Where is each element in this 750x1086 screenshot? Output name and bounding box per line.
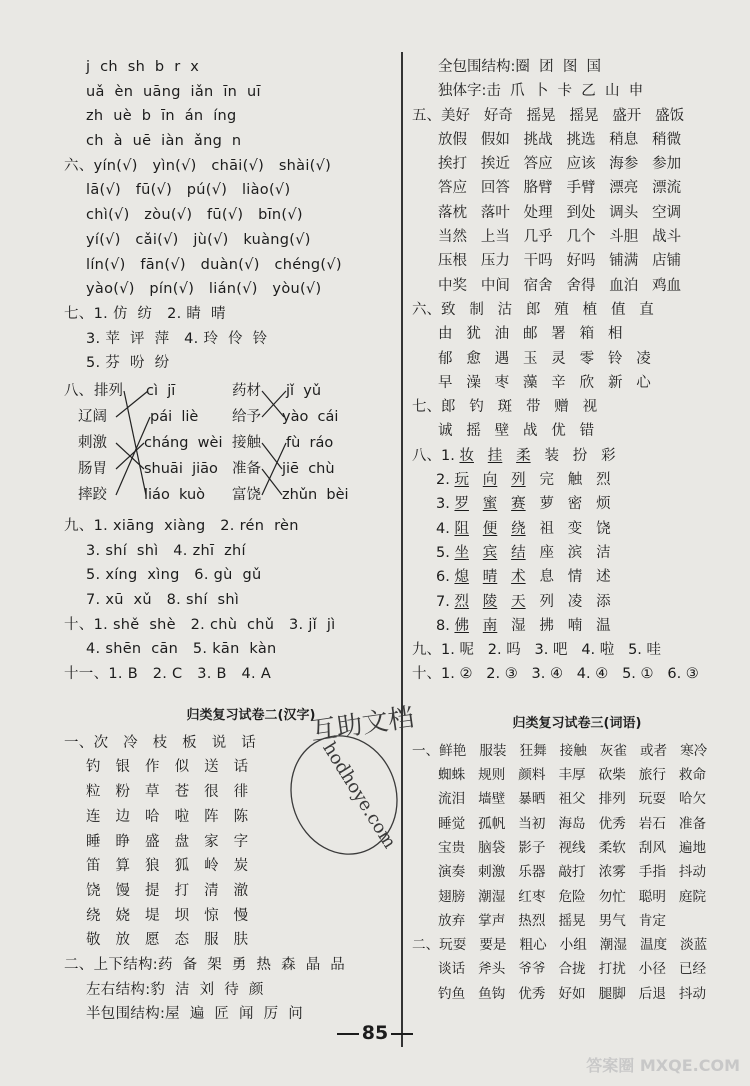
sec6-line-1: 六、致 制 沽 郎 殖 植 值 直: [412, 301, 654, 318]
sec8-row-1: [412, 444, 742, 468]
sec6-line-2: 由 犹 油 邮 署 箱 相: [438, 326, 623, 343]
sec9-line-2: 3. shí shì 4. zhī zhí: [86, 542, 246, 559]
underlined-char: 宾: [482, 544, 498, 561]
test-3-title: 归类复习试卷三(词语): [512, 715, 642, 731]
sec6-line-3: chì(√) zòu(√) fū(√) bīn(√): [86, 207, 303, 224]
underlined-char: 便: [482, 520, 498, 537]
underlined-char: 坐: [454, 544, 469, 561]
sec5-line-6: 当然 上当 几乎 几个 斗胆 战斗: [438, 229, 682, 246]
match-right-word: 给予: [232, 408, 261, 425]
underlined-char: 玩: [454, 472, 469, 489]
sec8-num: 7.: [436, 593, 450, 610]
watermark: 答案圈 MXQE.COM: [586, 1056, 740, 1075]
match-right-pinyin: zhǔn bèi: [282, 486, 349, 503]
match-left-word: 肠胃: [78, 460, 107, 477]
sec8-rest: 列 凌 添: [539, 593, 611, 610]
match-right-pinyin: jiē chù: [282, 460, 335, 477]
match-left-pinyin: liáo kuò: [144, 486, 206, 503]
sec8-row-3: [412, 492, 742, 516]
sec8-num: 4.: [436, 520, 450, 537]
underlined-char: 挂: [487, 447, 503, 464]
words-row-11: 钓鱼 鱼钩 优秀 好如 腿脚 后退 抖动: [438, 985, 707, 1002]
underlined-char: 陵: [482, 593, 498, 610]
right-column: [412, 55, 742, 1006]
sec8-num: 6.: [436, 569, 450, 586]
sec6-line-6: yào(√) pín(√) lián(√) yòu(√): [86, 281, 322, 298]
pinyin-line-1: j ch sh b r x: [86, 59, 200, 75]
sec9-line-4: 7. xū xǔ 8. shí shì: [86, 592, 240, 608]
sec8-row-8: [412, 614, 742, 638]
sec8-num: 5.: [436, 544, 450, 561]
column-divider: [401, 52, 403, 1047]
sec11-line: 十一、1. B 2. C 3. B 4. A: [64, 666, 272, 683]
stamp-text-cn: 互助文档: [308, 702, 416, 747]
sec5-line-5: 落枕 落叶 处理 到处 调头 空调: [438, 204, 682, 221]
sec8-row-2: [412, 468, 742, 492]
sec7-line-1: 七、郎 钓 斑 带 赠 视: [412, 399, 598, 416]
structure-line-3: 半包围结构:屋 遍 匠 闻 厉 问: [86, 1006, 304, 1023]
page-number-dash: [337, 1033, 359, 1035]
grid-row-7: 饶 馒 提 打 清 澈: [86, 882, 249, 899]
match-right-word: 药材: [232, 382, 261, 399]
match-line: [116, 391, 148, 417]
test-2-title: 归类复习试卷二(汉字): [186, 707, 316, 723]
underlined-char: 向: [482, 472, 498, 489]
words-row-1: 一、鲜艳 服装 狂舞 接触 灰雀 或者 寒冷: [412, 742, 708, 759]
sec8-rest: 座 滨 洁: [539, 544, 611, 561]
words-row-6: 演奏 刺激 乐器 敲打 浓雾 手指 抖动: [438, 864, 707, 881]
underlined-char: 佛: [454, 617, 469, 634]
grid-row-6: 笛 算 狼 狐 岭 炭: [86, 858, 249, 875]
match-left-pinyin: shuāi jiāo: [144, 460, 218, 477]
words-row-8: 放弃 掌声 热烈 摇晃 男气 肯定: [438, 912, 666, 929]
underlined-char: 南: [482, 617, 498, 634]
sec5-line-8: 中奖 中间 宿舍 舍得 血泊 鸡血: [438, 277, 682, 294]
structure-line-1: 二、上下结构:药 备 架 勇 热 森 晶 品: [64, 956, 346, 973]
match-right-pinyin: yào cái: [282, 408, 339, 425]
underlined-char: 绕: [511, 520, 526, 537]
match-left-pinyin: cháng wèi: [144, 434, 223, 451]
grid-row-3: 粒 粉 草 苍 很 徘: [86, 784, 249, 801]
sec6-line-4: 早 澡 枣 藻 辛 欣 新 心: [438, 374, 651, 391]
sec6-line-5: lín(√) fān(√) duàn(√) chéng(√): [86, 256, 342, 273]
match-left-word: 辽阔: [78, 408, 107, 425]
section-11: [64, 662, 386, 687]
page-number-dash: [391, 1033, 413, 1035]
match-line: [262, 443, 282, 469]
full-enclosure-line: 全包围结构:圈 团 图 国: [438, 59, 602, 75]
sec7-line-3: 5. 芬 吩 纷: [86, 355, 170, 372]
grid-row-8: 绕 娆 堤 坝 惊 慢: [86, 907, 249, 924]
underlined-char: 阻: [454, 520, 469, 537]
underlined-char: 结: [511, 544, 526, 561]
underlined-char: 柔: [516, 447, 531, 464]
sec6-line-1: 六、yín(√) yìn(√) chāi(√) shài(√): [64, 157, 332, 174]
sec8-rest: 萝 密 烦: [539, 496, 611, 513]
words-row-9: 二、玩耍 要是 粗心 小组 潮湿 温度 淡蓝: [412, 937, 708, 954]
stamp-text-url: hodhoye.com: [318, 738, 401, 853]
match-right-word: 富饶: [232, 486, 261, 503]
sec5-line-4: 答应 回答 胳臂 手臂 漂亮 漂流: [438, 180, 682, 197]
match-right-pinyin: jǐ yǔ: [286, 382, 322, 399]
sec5-line-3: 挨打 挨近 答应 应该 海参 参加: [438, 156, 682, 173]
sec9-line-3: 5. xíng xìng 6. gù gǔ: [86, 567, 262, 584]
underlined-char: 术: [511, 569, 526, 586]
section-8-matching: [64, 378, 386, 510]
sec8-row-6: [412, 565, 742, 589]
underlined-char: 蜜: [482, 496, 498, 513]
sec8-num: 3.: [436, 496, 450, 513]
words-row-7: 翅膀 潮湿 红枣 危险 勿忙 聪明 庭院: [438, 888, 707, 905]
sec6-line-4: yí(√) cǎi(√) jù(√) kuàng(√): [86, 231, 311, 248]
sec8-rest: 完 触 烈: [539, 472, 611, 489]
section-10: [64, 613, 386, 638]
sec8-row-4: [412, 517, 742, 541]
match-right-pinyin: fù ráo: [286, 434, 334, 451]
sec8-rest: 祖 变 饶: [539, 520, 611, 537]
grid-row-5: 睡 睁 盛 盘 家 字: [86, 833, 249, 850]
sec8-row-5: [412, 541, 742, 565]
words-row-2: 蜘蛛 规则 颜料 丰厚 砍柴 旅行 救命: [438, 767, 707, 784]
sec7-line-1: 七、1. 仿 纺 2. 睛 晴: [64, 305, 226, 322]
handwritten-stamp: [272, 700, 422, 890]
sec10-line: 十、1. ② 2. ③ 3. ④ 4. ④ 5. ① 6. ③: [412, 666, 699, 683]
underlined-char: 列: [511, 472, 526, 489]
match-left-pinyin: pái liè: [150, 408, 199, 425]
words-row-10: 谈话 斧头 爷爷 合拢 打扰 小径 已经: [438, 961, 707, 978]
sec10-line-1: 十、1. shě shè 2. chù chǔ 3. jǐ jì: [64, 616, 336, 633]
grid-row-4: 连 边 哈 啦 阵 陈: [86, 808, 249, 825]
match-right-word: 接触: [232, 434, 261, 451]
grid-row-1: 一、次 冷 枝 板 说 话: [64, 734, 257, 751]
underlined-char: 晴: [482, 569, 498, 586]
sec5-line-7: 压根 压力 干吗 好吗 铺满 店铺: [438, 253, 682, 270]
page-number-text: 85: [361, 1022, 389, 1044]
underlined-char: 天: [511, 593, 526, 610]
sec8-row-7: [412, 590, 742, 614]
pinyin-line-2: uǎ èn uāng iǎn īn uī: [86, 83, 261, 100]
sec8-num: 2.: [436, 472, 450, 489]
underlined-char: 赛: [511, 496, 526, 513]
match-right-word: 准备: [232, 460, 261, 477]
page-number: [0, 1022, 750, 1044]
underlined-char: 熄: [454, 569, 469, 586]
sec8-num: 8.: [436, 617, 450, 634]
sec6-line-2: lā(√) fū(√) pú(√) liào(√): [86, 182, 291, 199]
match-line: [116, 417, 150, 495]
match-line: [262, 443, 286, 495]
sec8-rest: 息 情 述: [539, 569, 611, 586]
underlined-char: 妆: [459, 447, 474, 464]
sec8-label: 八、: [64, 382, 93, 399]
section-7: [64, 302, 386, 327]
matching-lines: [64, 378, 384, 510]
grid-row-2: 钓 银 作 似 送 话: [86, 759, 249, 776]
match-left-word: 刺激: [78, 434, 107, 451]
sec7-line-2: 诚 摇 壁 战 优 错: [438, 423, 595, 440]
sec8-rest: 装 扮 彩: [544, 447, 616, 464]
sec6-line-3: 郁 愈 遇 玉 灵 零 铃 凌: [438, 350, 651, 367]
match-left-pinyin: cì jī: [146, 382, 176, 399]
section-9: [64, 514, 386, 539]
sec8-num: 八、1.: [412, 447, 455, 464]
match-left-word: 摔跤: [78, 486, 107, 503]
grid-row-9: 敬 放 愿 态 服 肤: [86, 932, 249, 949]
words-row-4: 睡觉 孤帆 当初 海岛 优秀 岩石 准备: [438, 815, 707, 832]
sec9-line: 九、1. 呢 2. 吗 3. 吧 4. 啦 5. 哇: [412, 642, 662, 659]
sec9-line-1: 九、1. xiāng xiàng 2. rén rèn: [64, 517, 299, 534]
words-row-5: 宝贵 脑袋 影子 视线 柔软 刮风 遍地: [438, 839, 707, 856]
single-char-line: 独体字:击 爪 卜 卡 乙 山 申: [438, 83, 644, 100]
underlined-char: 烈: [454, 593, 469, 610]
match-left-word: 排列: [94, 382, 123, 399]
structure-line-2: 左右结构:豹 洁 刘 待 颜: [86, 981, 264, 998]
sec8-rest: 湿 拂 喃 温: [511, 617, 611, 634]
sec7-line-2: 3. 苹 评 萍 4. 玲 伶 铃: [86, 330, 268, 347]
words-row-3: 流泪 墙壁 暴晒 祖父 排列 玩耍 哈欠: [438, 791, 707, 808]
pinyin-line-4: ch à uē iàn ǎng n: [86, 133, 242, 150]
pinyin-line-3: zh uè b īn án íng: [86, 108, 237, 125]
underlined-char: 罗: [454, 496, 469, 513]
section-6: [64, 154, 386, 179]
sec5-line-1: 五、美好 好奇 摇晃 摇晃 盛开 盛饭: [412, 107, 685, 124]
sec10-line-2: 4. shēn cān 5. kān kàn: [86, 641, 277, 658]
match-line: [124, 391, 146, 495]
sec5-line-2: 放假 假如 挑战 挑选 稍息 稍微: [438, 131, 682, 148]
structure-section: [64, 953, 386, 978]
